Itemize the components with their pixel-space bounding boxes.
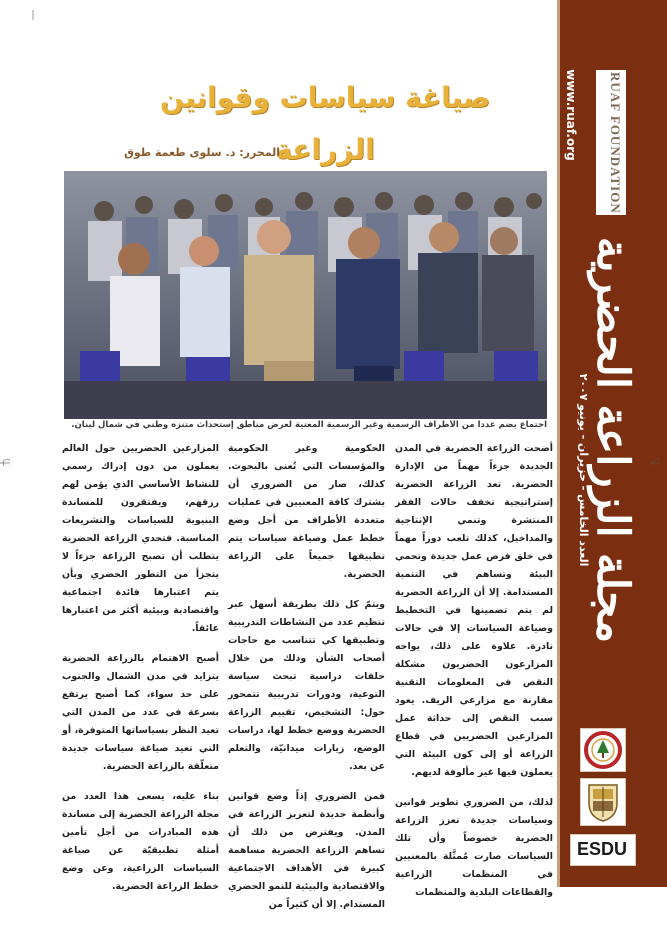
meeting-photo xyxy=(64,171,547,419)
text-column-middle xyxy=(228,440,385,926)
article-editor: المحرر: د. سلوى طعمة طوق xyxy=(124,146,280,159)
paragraph: بناء عليه، يسعى هذا العدد من مجلة الزراعة الحضرية إلى مساندة هذه المبادرات من أجل تأمين أمثلة تطبيقيّة عن صياغة السياسات الزراعية، وعن وضع خطط الزراعة الحضرية. xyxy=(62,791,219,892)
text-column-left xyxy=(62,440,219,908)
article-title-line1: صياغة سياسات وقوانين الزراعة xyxy=(159,81,491,166)
registration-mark-icon xyxy=(650,456,660,466)
magazine-title: مجلة الزراعة الحضرية xyxy=(587,236,638,644)
crop-mark-icon xyxy=(28,10,38,20)
paragraph: ويتمّ كل ذلك بطريقة أسهل عبر تنظيم عدد من النشاطات التدريبية وتطبيقها كي تتناسب مع حاجات أصحاب الشأن وذلك من خلال حلقات دراسية تبحث سياسة التوعية، ودورات تدريبية تتمحور حول: التشخيص، تقييم الزراعة الحضرية ووضع خطط لها، دراسات الوضع، زيارات ميدانيّة، والتعلم عن بعد. xyxy=(228,599,385,772)
paragraph: أصبح الاهتمام بالزراعة الحضرية يتزايد في مدن الشمال والجنوب على حد سواء، كما أصبح يرتفع بسرعة في عدد من المدن التي تعيد النظر بسياساتها المتوفرة، أو التي تعيد صياغة سياسات جديدة متعلّقة بالزراعة الحضرية. xyxy=(62,653,219,772)
cedar-logo xyxy=(580,728,626,772)
text-column-right xyxy=(395,440,553,914)
paragraph: لذلك، من الضروري تطوير قوانين وسياسات جديدة تعزز الزراعة الحضرية خصوصاً وأن تلك السياسات صارت مُمثَّلة بالمعنيين في المنظمات الزراعية والقطاعات البلدية والمنظمات xyxy=(395,797,553,898)
crest-logo xyxy=(580,778,626,826)
photo-caption: اجتماع يضم عدداً من الأطراف الرسمية وغير الرسمية المعنية لعرض مناطق إستحداث متنزه وطني في شمال لبنان. xyxy=(71,420,547,430)
paragraph: المزارعين الحضريين حول العالم يعملون من دون إدراك رسمي للنشاط الأساسي الذي يؤمن لهم رزقهم، ويفتقرون للمساندة البنيوية للسياسات والتشريعات المناسبة. فتحدي الزراعة الحضرية يتطلب أن تصبح الزراعة جزءاً لا يتجزأ من التطور الحضري وبأن يتم اعتبارها فائدة اجتماعية واقتصادية وبيئية أكثر من اعتبارها عائقاً. xyxy=(62,443,219,634)
paragraph: الحكومية وغير الحكومية والمؤسسات التي تُعنى بالبحوث. كذلك، صار من الضروري أن يشترك كافة المعنيين في عمليات متعددة الأطراف من أجل وضع خطط عمل وصياغة سياسات يتم تطبيقها جميعاً على الزراعة الحضرية. xyxy=(228,443,385,580)
esdu-logo: ESDU xyxy=(576,839,627,859)
website-url[interactable]: www.ruaf.org xyxy=(564,69,578,161)
paragraph: أضحت الزراعة الحضرية في المدن الجديدة جزءاً مهماً من الإدارة الحضرية. تعد الزراعة الحضرية إستراتيجية تخفف حالات الفقر المنتشرة وتنمي الإنتاجية والمداخيل، كذلك تلعب دوراً مهماً في خلق فرص عمل جديدة وتحمي البيئة وتساهم في التنمية المستدامة. إلا أن الزراعة الحضرية لم يتم تضمينها في التخطيط وصياغة السياسات إلا في حالات نادرة. علاوة على ذلك، يواجه المزارعون الحضريون مشكلة النقص في المعلومات التقنية مقارنة مع مزارعي الريف. يعود سبب النقص إلى حداثة عمل المزارعين الحضريين في قطاع الزراعة أو إلى كون البيئة التي يعملون فيها غير مألوفة لديهم. xyxy=(395,443,553,778)
paragraph: فمن الضروري إذاً وضع قوانين وأنظمة جديدة لتعزيز الزراعة في المدن. ويفترض من ذلك أن تساهم الزراعة الحضرية مساهمة كبيرة في الأهداف الاجتماعية والاقتصادية والبيئية للنمو الحضري المستدام. إلا أن كثيراً من xyxy=(228,791,385,910)
registration-mark-icon xyxy=(0,456,10,466)
issue-info: العدد الخامس - حزيران - يونيو ٢٠٠٧ xyxy=(577,373,590,567)
ruaf-logo-text: RUAF FOUNDATION xyxy=(608,72,623,214)
band-divider xyxy=(557,0,560,887)
